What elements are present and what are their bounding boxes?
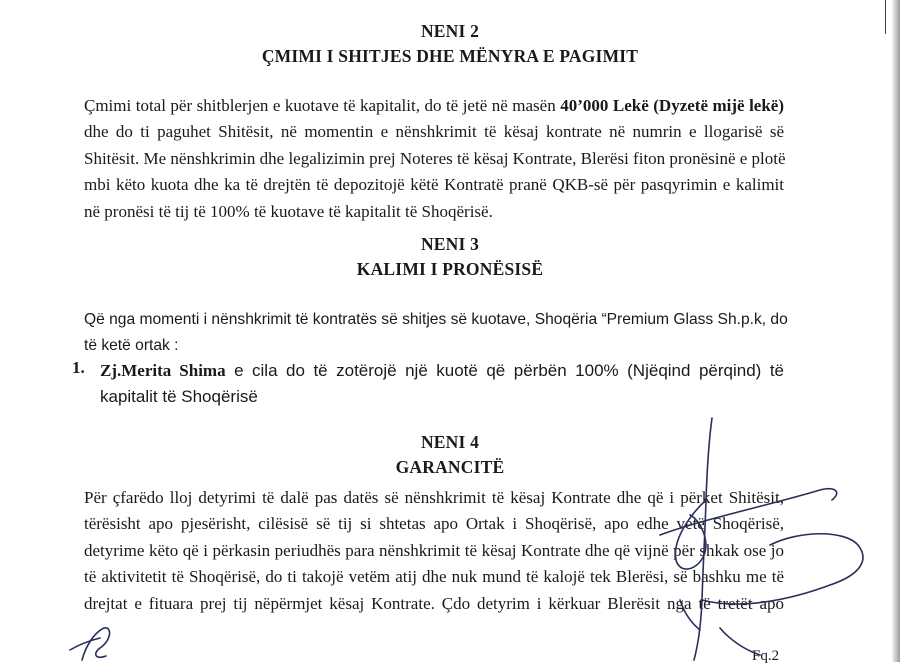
neni-2-subtitle: ÇMIMI I SHITJES DHE MËNYRA E PAGIMIT — [261, 46, 639, 66]
signature-right-tail — [702, 534, 863, 604]
neni-2-line: dhe do ti paguhet Shitësit, në momentin e nënshkrimit të kësaj kontrate në numrin e llogarisë së — [84, 122, 784, 142]
signature-left-stroke — [70, 638, 100, 650]
signature-right-loop — [675, 500, 706, 569]
owner-line: kapitalit të Shoqërisë — [100, 387, 258, 407]
neni-3-line: të ketë ortak : — [84, 337, 179, 355]
signature-right — [694, 418, 712, 660]
signature-right-stroke — [660, 489, 837, 535]
list-number: 1. — [72, 358, 85, 377]
price-amount: 40’000 Lekë (Dyzetë mijë lekë) — [560, 96, 784, 115]
neni-3-subtitle: KALIMI I PRONËSISË — [356, 259, 544, 279]
owner-share-text: e cila do të zotërojë një kuotë që përbën 100% (Njëqind përqind) të — [225, 361, 784, 380]
neni-4-line: drejtat e fituara prej tij nëpërmjet kësaj Kontrate. Çdo detyrim i kërkuar Blerësit nga të tretët apo — [84, 593, 784, 613]
neni-3-line: Që nga momenti i nënshkrimit të kontratës së shitjes së kuotave, Shoqëria “Premium Glass Sh.p.k, do — [84, 311, 788, 328]
neni-2-title: NENI 2 — [420, 21, 480, 41]
neni-4-subtitle: GARANCITË — [395, 457, 505, 477]
neni-2-line: Shitësit. Me nënshkrimin dhe legalizimin prej Noteres të kësaj Kontrate, Blerësi fiton pronësinë e plotë — [84, 148, 786, 168]
neni-3-title: NENI 3 — [420, 234, 480, 254]
neni-2-line: në pronësi të tij të 100% të kuotave të kapitalit të Shoqërisë. — [84, 201, 493, 221]
signature-right-mark — [680, 600, 760, 655]
neni-4-line: detyrime këto që i përkasin periudhës para nënshkrimit të kësaj Kontrate dhe që vijnë për shkak ose jo — [84, 540, 784, 560]
neni-4-line: Për çfarëdo lloj detyrimi të dalë pas datës së nënshkrimit të kësaj Kontrate dhe që i përket Shitësit, — [84, 488, 784, 507]
signature-left — [82, 628, 110, 660]
neni-4-title: NENI 4 — [420, 432, 480, 452]
owner-name: Zj.Merita Shima — [100, 361, 226, 380]
neni-4-line: tërësisht apo pjesërisht, cilësisë së tij si shtetas apo Ortak i Shoqërisë, apo edhe vetë Shoqërisë, — [84, 514, 784, 534]
price-intro-text: Çmimi total për shitblerjen e kuotave të kapitalit, do të jetë në masën — [84, 96, 561, 115]
page-number: Fq.2 — [752, 648, 780, 664]
neni-2-line: mbi këto kuota dhe ka të drejtën të depozitojë këtë Kontratë pranë QKB-së për pasqyrimin e kalimit — [84, 175, 784, 195]
neni-4-line: të aktivitetit të Shoqërisë, do ti takojë vetëm atij dhe nuk mund të kalojë tek Blerësi, së bashku me të — [84, 567, 784, 587]
